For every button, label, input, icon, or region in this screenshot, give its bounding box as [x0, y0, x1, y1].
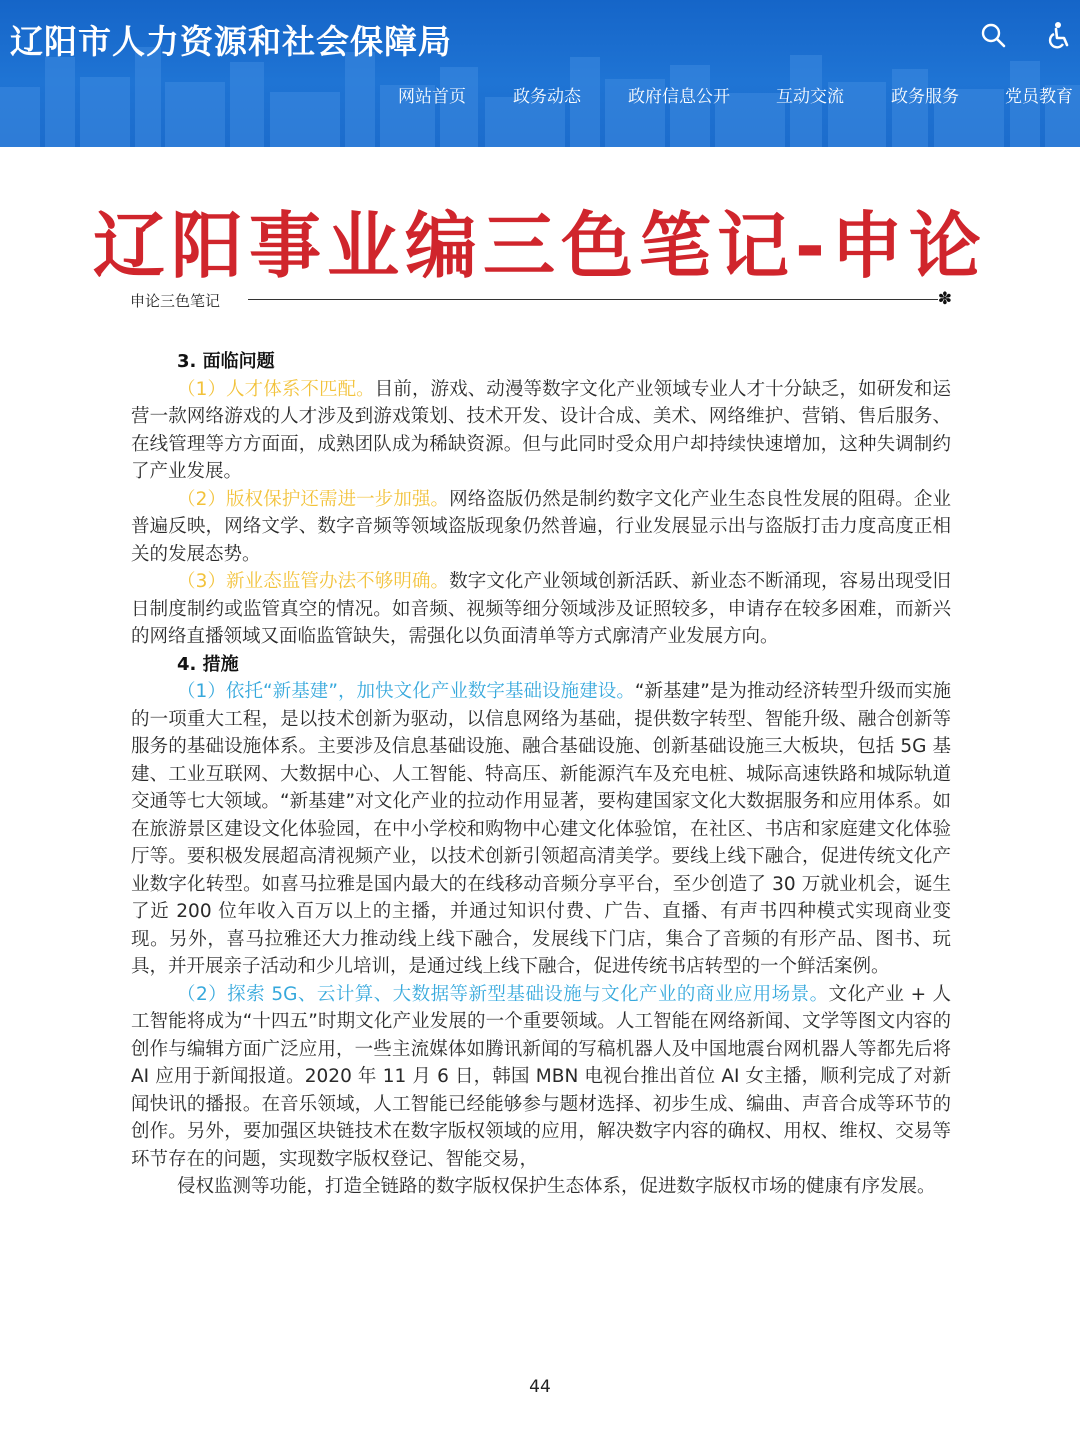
paragraph: [131, 486, 951, 569]
blue-highlight: （1）依托“新基建”，加快文化产业数字基础设施建设。: [177, 681, 635, 702]
main-nav: [0, 82, 1080, 112]
banner-title: 辽阳事业编三色笔记-申论: [93, 204, 987, 288]
running-header: [130, 290, 952, 310]
paragraph: [131, 678, 951, 981]
yellow-highlight: （2）版权保护还需进一步加强。: [177, 488, 450, 510]
nav-item-info-disclosure[interactable]: 政府信息公开: [628, 87, 730, 107]
site-header: [0, 0, 1080, 147]
paragraph-text: 网络盗版仍然是制约数字文化产业生态良性发展的阻碍。企业普遍反映，网络文学、数字音频等领域盗版现象仍然普遍，行业发展显示出与盗版打击力度高度正相关的发展态势。: [131, 488, 951, 565]
paragraph-text: 文化产业 + 人工智能将成为“十四五”时期文化产业发展的一个重要领域。人工智能在网络新闻、文学等图文内容的创作与编辑方面广泛应用，一些主流媒体如腾讯新闻的写稿机器人及中国地震台网机器人等都先后将 AI 应用于新闻报道。2020 年 11 月 6 日，韩国 MBN 电视台推出首位 AI 女主播，顺利完成了对新闻快讯的播报。在音乐领域，人工智能已经能够参与题材选择、初步生成、编曲、声音合成等环节的创作。另外，要加强区块链技术在数字版权领域的应用，解决数字内容的确权、用权、维权、交易等环节存在的问题，实现数字版权登记、智能交易，: [131, 983, 951, 1170]
fleuron-icon: ✽: [937, 289, 952, 309]
nav-item-services[interactable]: 政务服务: [891, 87, 959, 107]
paragraph-text: 数字文化产业领域创新活跃、新业态不断涌现，容易出现受旧日制度制约或监管真空的情况。如音频、视频等细分领域涉及证照较多，申请存在较多困难，而新兴的网络直播领域又面临监管缺失，需强化以负面清单等方式廓清产业发展方向。: [131, 571, 951, 647]
yellow-highlight: （3）新业态监管办法不够明确。: [177, 571, 450, 592]
site-title[interactable]: 辽阳市人力资源和社会保障局: [10, 22, 452, 61]
paragraph: [131, 981, 951, 1174]
nav-item-party-education[interactable]: 党员教育: [1005, 87, 1073, 107]
nav-item-interaction[interactable]: 互动交流: [776, 87, 844, 107]
running-header-rule: [248, 299, 938, 300]
document-body: [131, 348, 951, 1201]
section-heading: 4. 措施: [177, 653, 239, 675]
closing-paragraph: 侵权监测等功能，打造全链路的数字版权保护生态体系，促进数字版权市场的健康有序发展。: [177, 1176, 936, 1197]
yellow-highlight: （1）人才体系不匹配。: [177, 378, 375, 400]
page-number: 44: [529, 1377, 551, 1397]
nav-item-home[interactable]: 网站首页: [398, 87, 466, 107]
paragraph: [131, 568, 951, 651]
paragraph: [131, 376, 951, 486]
section-heading: 3. 面临问题: [177, 351, 275, 372]
paragraph-text: “新基建”是为推动经济转型升级而实施的一项重大工程，是以技术创新为驱动，以信息网络为基础，提供数字转型、智能升级、融合创新等服务的基础设施体系。主要涉及信息基础设施、融合基础设施、创新基础设施三大板块，包括 5G 基建、工业互联网、大数据中心、人工智能、特高压、新能源汽车及充电桩、城际高速铁路和城际轨道交通等七大领域。“新基建”对文化产业的拉动作用显著，要构建国家文化大数据服务和应用体系。如在旅游景区建设文化体验园，在中小学校和购物中心建文化体验馆，在社区、书店和家庭建文化体验厅等。要积极发展超高清视频产业，以技术创新引领超高清美学。要线上线下融合，促进传统文化产业数字化转型。如喜马拉雅是国内最大的在线移动音频分享平台，至少创造了 30 万就业机会，诞生了近 200 位年收入百万以上的主播，并通过知识付费、广告、直播、有声书四种模式实现商业变现。另外，喜马拉雅还大力推动线上线下融合，发展线下门店，集合了音频的有形产品、图书、玩具，并开展亲子活动和少儿培训，是通过线上线下融合，促进传统书店转型的一个鲜活案例。: [131, 681, 951, 977]
accessibility-icon[interactable]: [1046, 20, 1076, 50]
blue-highlight: （2）探索 5G、云计算、大数据等新型基础设施与文化产业的商业应用场景。: [177, 983, 829, 1005]
running-header-label: 申论三色笔记: [130, 292, 221, 310]
search-icon[interactable]: [978, 20, 1008, 50]
paragraph-text: 目前，游戏、动漫等数字文化产业领域专业人才十分缺乏，如研发和运营一款网络游戏的人才涉及到游戏策划、技术开发、设计合成、美术、网络维护、营销、售后服务、在线管理等方方面面，成熟团队成为稀缺资源。但与此同时受众用户却持续快速增加，这种失调制约了产业发展。: [131, 378, 951, 482]
nav-item-news[interactable]: 政务动态: [513, 87, 581, 107]
